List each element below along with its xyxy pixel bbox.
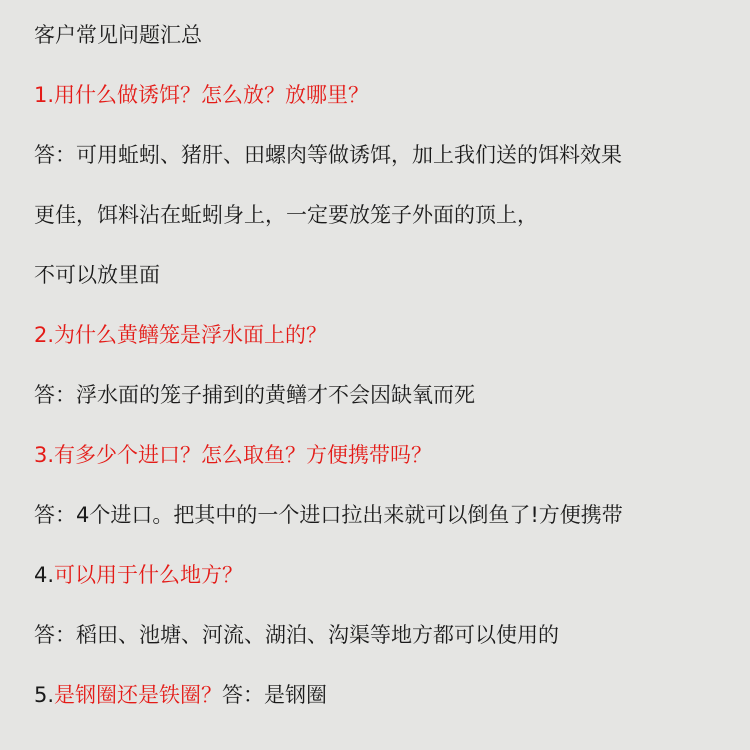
question-5-number: 5. xyxy=(34,683,55,707)
question-4-row xyxy=(34,561,243,589)
answer-1-line-1: 答：可用蚯蚓、猪肝、田螺肉等做诱饵，加上我们送的饵料效果 xyxy=(34,143,622,167)
question-5-row xyxy=(34,681,327,709)
answer-4-line-1: 答：稻田、池塘、河流、湖泊、沟渠等地方都可以使用的 xyxy=(34,623,559,647)
page-title: 客户常见问题汇总 xyxy=(34,23,202,47)
question-4: 可以用于什么地方？ xyxy=(54,563,244,587)
answer-2-line-1: 答：浮水面的笼子捕到的黄鳝才不会因缺氧而死 xyxy=(34,383,475,407)
answer-1-line-3: 不可以放里面 xyxy=(34,263,160,287)
question-1: 1.用什么做诱饵？怎么放？放哪里？ xyxy=(34,83,370,107)
answer-1-line-2: 更佳，饵料沾在蚯蚓身上，一定要放笼子外面的顶上， xyxy=(34,203,538,227)
question-5: 是钢圈还是铁圈？ xyxy=(54,683,223,707)
question-2: 2.为什么黄鳝笼是浮水面上的？ xyxy=(34,323,328,347)
answer-3-line-1: 答：4个进口。把其中的一个进口拉出来就可以倒鱼了!方便携带 xyxy=(34,503,623,527)
question-4-number: 4. xyxy=(34,563,55,587)
question-3: 3.有多少个进口？怎么取鱼？方便携带吗？ xyxy=(34,443,433,467)
answer-5-inline: 答：是钢圈 xyxy=(222,683,328,707)
